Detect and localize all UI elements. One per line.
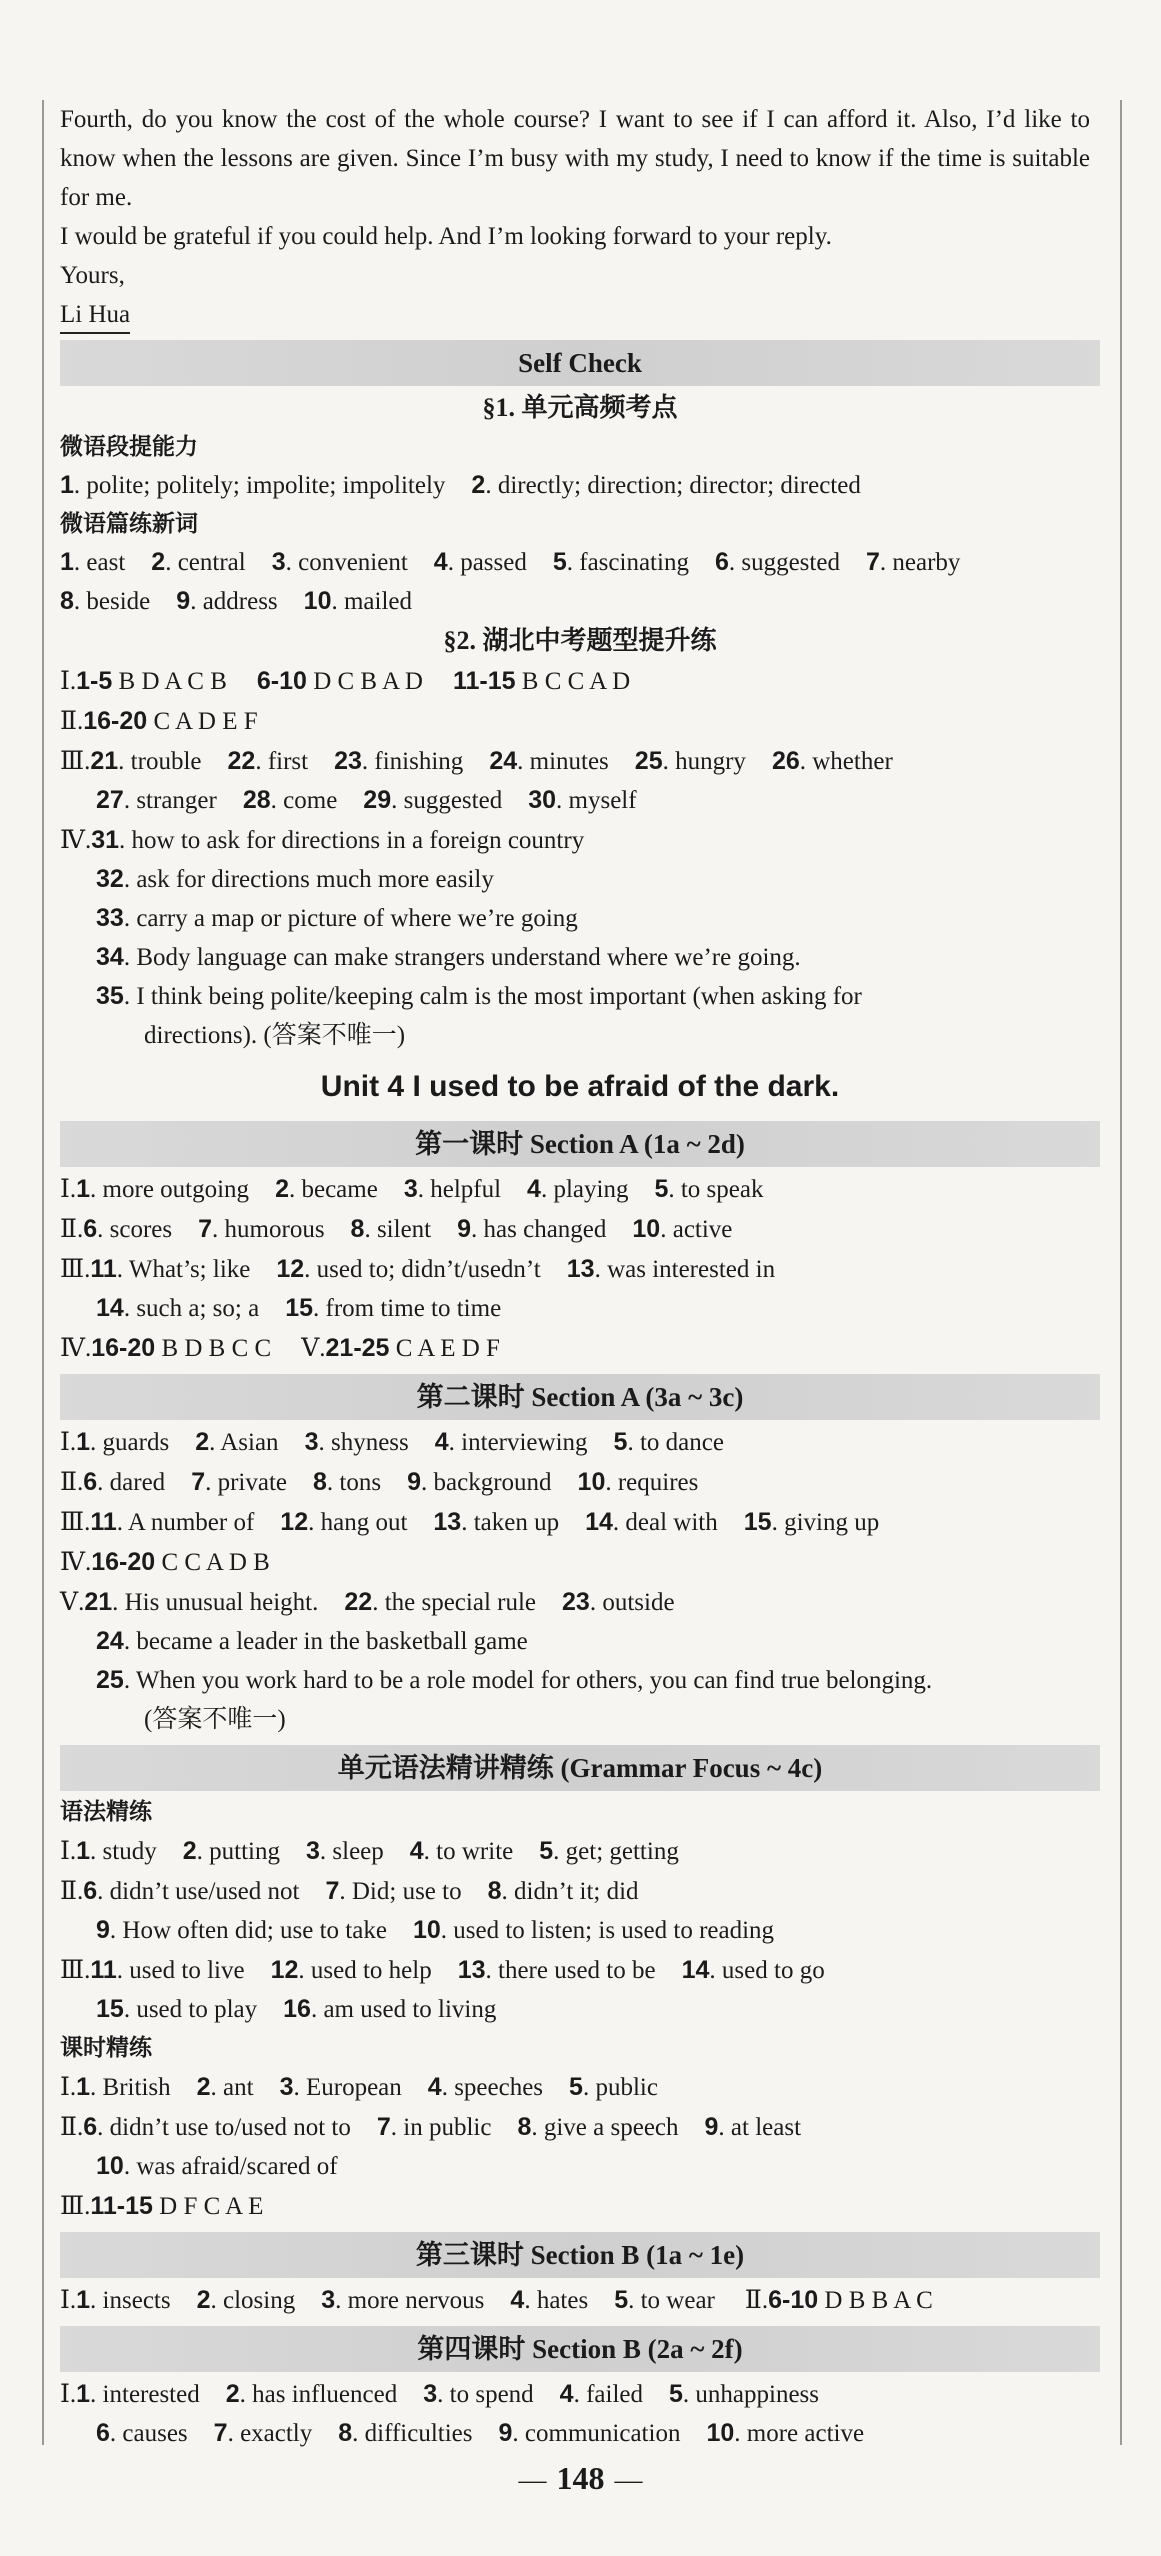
section-subtitle: §2. 湖北中考题型提升练 bbox=[443, 626, 717, 655]
answer-line: 8. beside 9. address 10. mailed bbox=[60, 587, 413, 615]
unit-title: Unit 4 I used to be afraid of the dark. bbox=[320, 1070, 840, 1103]
answer-line: Ⅰ.1. interested 2. has influenced 3. to spend 4. failed 5. unhappiness bbox=[60, 2379, 820, 2408]
answer-line: 1. polite; politely; impolite; impolitely 2. directly; direction; director; directed bbox=[60, 471, 861, 499]
section-bar-grammar: 单元语法精讲精练 (Grammar Focus ~ 4c) bbox=[60, 1745, 1100, 1791]
answer-line: Ⅰ.1. more outgoing 2. became 3. helpful 4. playing 5. to speak bbox=[60, 1174, 764, 1203]
answer-line: Ⅳ.31. how to ask for directions in a foreign country bbox=[60, 825, 585, 854]
left-margin-rule bbox=[42, 100, 44, 2445]
answer-line: 25. When you work hard to be a role model for others, you can find true belonging. bbox=[96, 1666, 933, 1694]
answer-line: Ⅴ.21. His unusual height. 22. the special rule 23. outside bbox=[60, 1587, 675, 1616]
answer-line: 35. I think being polite/keeping calm is the most important (when asking for bbox=[96, 982, 862, 1010]
subheading: 语法精练 bbox=[60, 1799, 152, 1825]
answer-line: Ⅱ.6. didn’t use/used not 7. Did; use to 8. didn’t it; did bbox=[60, 1876, 639, 1905]
answer-line: 6. causes 7. exactly 8. difficulties 9. communication 10. more active bbox=[96, 2419, 865, 2447]
answer-line: directions). (答案不唯一) bbox=[144, 1022, 406, 1049]
page-footer bbox=[0, 2460, 1161, 2497]
answer-line: 32. ask for directions much more easily bbox=[96, 865, 494, 893]
page-number: 148 bbox=[556, 2460, 605, 2496]
letter-paragraph: I would be grateful if you could help. And I’m looking forward to your reply. bbox=[60, 223, 832, 250]
subheading: 微语篇练新词 bbox=[60, 511, 198, 537]
answer-line: Ⅰ.1. British 2. ant 3. European 4. speeches 5. public bbox=[60, 2072, 658, 2101]
answer-line: 15. used to play 16. am used to living bbox=[96, 1995, 497, 2023]
answer-line: Ⅲ.11. A number of 12. hang out 13. taken up 14. deal with 15. giving up bbox=[60, 1507, 880, 1536]
section-bar-lesson-3: 第三课时 Section B (1a ~ 1e) bbox=[60, 2232, 1100, 2278]
letter-paragraph: Fourth, do you know the cost of the whole course? I want to see if I can afford it. Also, I’d like to know when the lessons are given. Since I’m busy with my study, I need to know if the time is suitable for me. bbox=[60, 106, 1090, 211]
section-bar-lesson-4: 第四课时 Section B (2a ~ 2f) bbox=[60, 2326, 1100, 2372]
answer-line: Ⅲ.11-15 D F C A E bbox=[60, 2191, 264, 2220]
section-bar-self-check: Self Check bbox=[60, 340, 1100, 386]
answer-line: Ⅲ.11. What’s; like 12. used to; didn’t/usedn’t 13. was interested in bbox=[60, 1254, 776, 1283]
footer-dash-left: — bbox=[518, 2465, 547, 2496]
answer-line: 14. such a; so; a 15. from time to time bbox=[96, 1294, 502, 1322]
answer-line: Ⅲ.11. used to live 12. used to help 13. there used to be 14. used to go bbox=[60, 1955, 825, 1984]
answer-line: 27. stranger 28. come 29. suggested 30. myself bbox=[96, 786, 637, 814]
answer-line: 1. east 2. central 3. convenient 4. passed 5. fascinating 6. suggested 7. nearby bbox=[60, 548, 961, 576]
answer-line: Ⅳ.16-20 B D B C C Ⅴ.21-25 C A E D F bbox=[60, 1333, 500, 1362]
answer-line: Ⅲ.21. trouble 22. first 23. finishing 24. minutes 25. hungry 26. whether bbox=[60, 746, 893, 775]
answer-line: 24. became a leader in the basketball game bbox=[96, 1627, 528, 1655]
answer-line: Ⅰ.1-5 B D A C B 6-10 D C B A D 11-15 B C C A D bbox=[60, 666, 631, 695]
answer-line: Ⅱ.16-20 C A D E F bbox=[60, 706, 258, 735]
answer-line: (答案不唯一) bbox=[144, 1706, 286, 1733]
answer-line: Ⅰ.1. guards 2. Asian 3. shyness 4. interviewing 5. to dance bbox=[60, 1427, 724, 1456]
answer-line: Ⅱ.6. scores 7. humorous 8. silent 9. has changed 10. active bbox=[60, 1214, 733, 1243]
answer-line: 33. carry a map or picture of where we’re going bbox=[96, 904, 578, 932]
subheading: 微语段提能力 bbox=[60, 434, 198, 460]
answer-line: 10. was afraid/scared of bbox=[96, 2152, 338, 2180]
answer-line: 34. Body language can make strangers understand where we’re going. bbox=[96, 943, 801, 971]
page-content bbox=[60, 100, 1100, 2453]
letter-closing: Yours, bbox=[60, 262, 125, 289]
answer-line: Ⅳ.16-20 C C A D B bbox=[60, 1547, 270, 1576]
right-margin-rule bbox=[1120, 100, 1122, 2445]
section-subtitle: §1. 单元高频考点 bbox=[482, 393, 678, 422]
answer-line: Ⅱ.6. didn’t use to/used not to 7. in public 8. give a speech 9. at least bbox=[60, 2112, 802, 2141]
letter-signature: Li Hua bbox=[60, 298, 130, 334]
answer-line: 9. How often did; use to take 10. used to listen; is used to reading bbox=[96, 1916, 775, 1944]
section-bar-lesson-1: 第一课时 Section A (1a ~ 2d) bbox=[60, 1121, 1100, 1167]
answer-line: Ⅰ.1. study 2. putting 3. sleep 4. to write 5. get; getting bbox=[60, 1836, 679, 1865]
section-bar-lesson-2: 第二课时 Section A (3a ~ 3c) bbox=[60, 1374, 1100, 1420]
footer-dash-right: — bbox=[614, 2465, 643, 2496]
answer-line: Ⅰ.1. insects 2. closing 3. more nervous 4. hates 5. to wear Ⅱ.6-10 D B B A C bbox=[60, 2285, 933, 2314]
subheading: 课时精练 bbox=[60, 2035, 152, 2061]
answer-line: Ⅱ.6. dared 7. private 8. tons 9. background 10. requires bbox=[60, 1467, 699, 1496]
